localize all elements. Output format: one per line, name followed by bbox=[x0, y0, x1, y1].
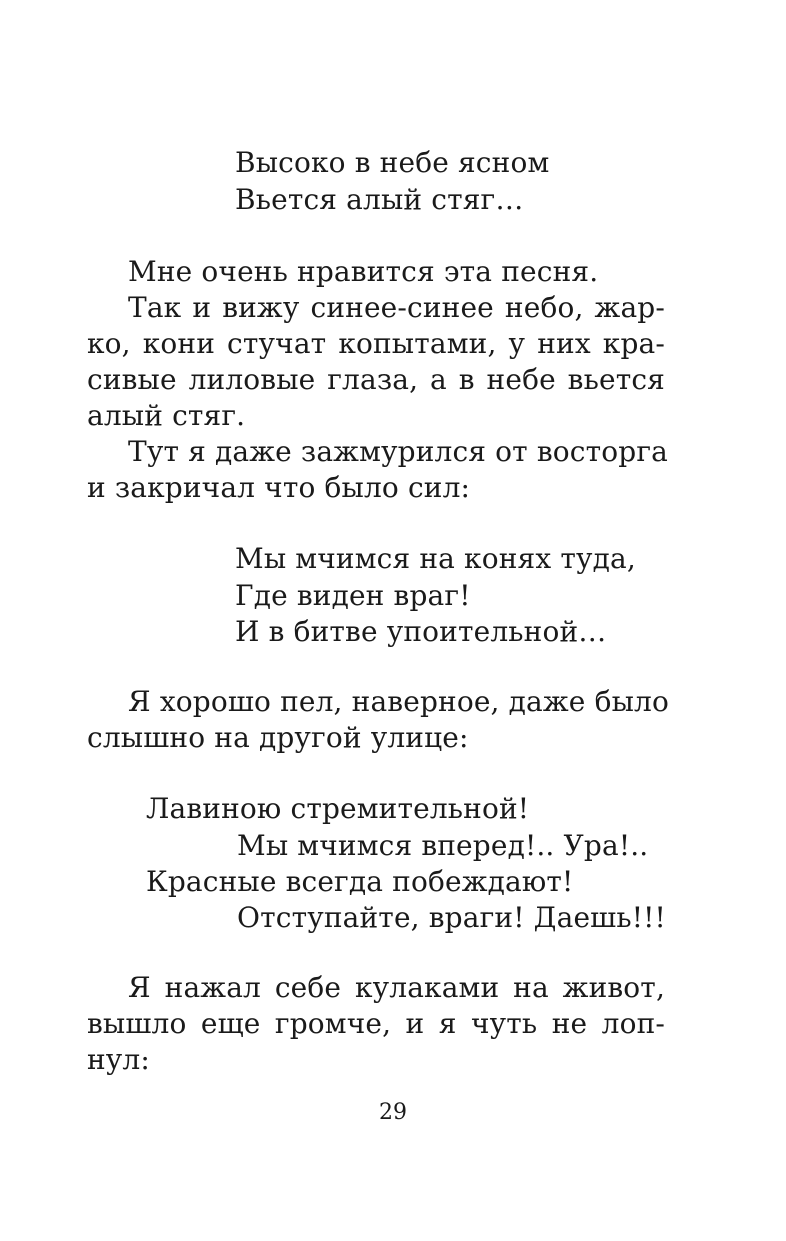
verse-line: Где виден враг! bbox=[235, 579, 471, 612]
verse-line: Вьется алый стяг… bbox=[235, 183, 524, 216]
verse-line: Лавиною стремительной! bbox=[146, 792, 530, 825]
paragraph-line: и закричал что было сил: bbox=[87, 471, 471, 504]
verse-line: Высоко в небе ясном bbox=[235, 146, 550, 179]
verse-line: Отступайте, враги! Даешь!!! bbox=[237, 901, 666, 934]
paragraph-line: нул: bbox=[87, 1043, 150, 1076]
paragraph-line: Тут я даже зажмурился от восторга bbox=[128, 435, 668, 468]
paragraph-line: ко, кони стучат копытами, у них кра- bbox=[87, 327, 665, 360]
paragraph-line: Я нажал себе кулаками на живот, bbox=[128, 971, 665, 1004]
paragraph-line: Мне очень нравится эта песня. bbox=[128, 255, 599, 288]
paragraph-line: алый стяг. bbox=[87, 399, 246, 432]
paragraph-line: слышно на другой улице: bbox=[87, 721, 469, 754]
verse-line: Мы мчимся вперед!.. Ура!.. bbox=[237, 829, 649, 862]
verse-line: Мы мчимся на конях туда, bbox=[235, 542, 636, 575]
paragraph-line: вышло еще громче, и я чуть не лоп- bbox=[87, 1007, 665, 1040]
page-number: 29 bbox=[379, 1100, 407, 1125]
paragraph-line: Так и вижу синее-синее небо, жар- bbox=[128, 291, 665, 324]
paragraph-line: Я хорошо пел, наверное, даже было bbox=[128, 685, 669, 718]
verse-line: Красные всегда побеждают! bbox=[146, 865, 574, 898]
verse-line: И в битве упоительной… bbox=[235, 615, 607, 648]
paragraph-line: сивые лиловые глаза, а в небе вьется bbox=[87, 363, 665, 396]
